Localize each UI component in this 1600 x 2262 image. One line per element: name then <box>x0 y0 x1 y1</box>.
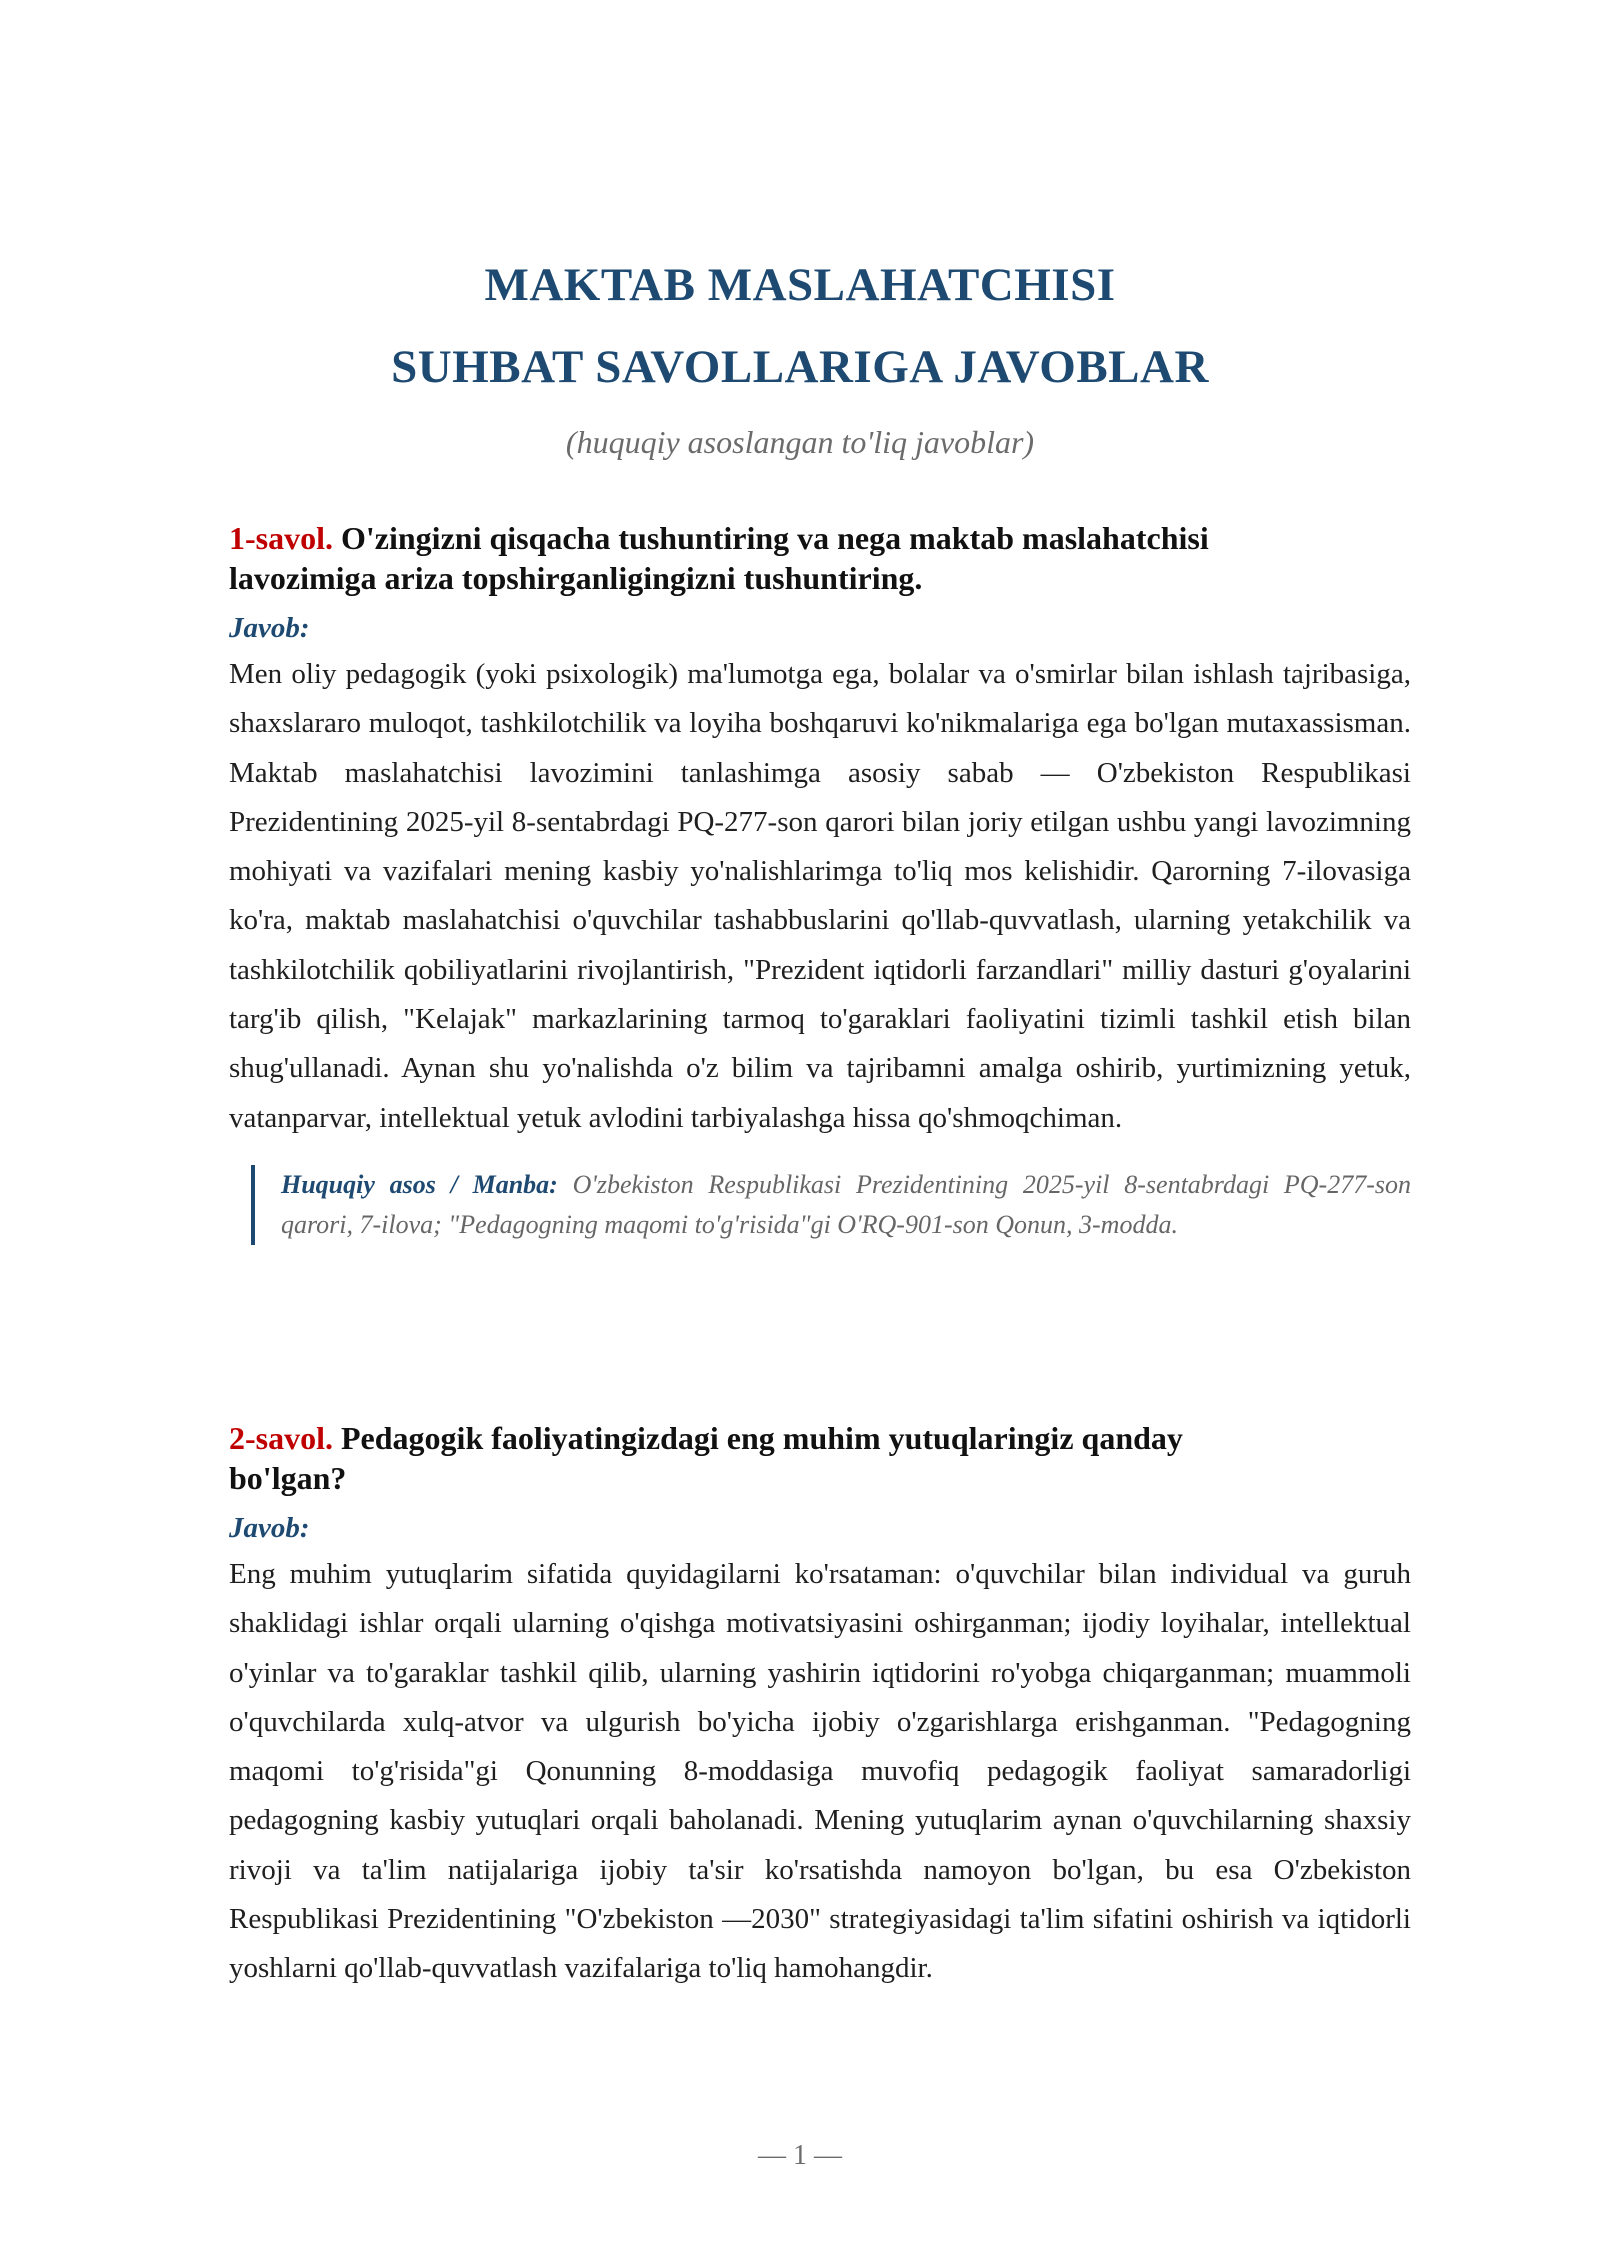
legal-source-quote <box>251 1165 1411 1245</box>
page-number: — 1 — <box>758 2140 842 2171</box>
source-text: O'zbekiston Respublikasi Prezidentining 2025-yil 8-sentabrdagi PQ-277-son qarori, 7-ilova; "Pedagogning maqomi to'g'risida"gi O'RQ-901-son Qonun, 3-modda. <box>281 1169 1411 1239</box>
source-label: Huquqiy asos / Manba: <box>281 1169 558 1199</box>
question-heading <box>229 518 1329 598</box>
document-title-line-1: MAKTAB MASLAHATCHISI <box>484 259 1116 311</box>
question-heading <box>229 1418 1289 1498</box>
answer-text: Eng muhim yutuqlarim sifatida quyidagilarni ko'rsataman: o'quvchilar bilan individual va guruh shaklidagi ishlar orqali ularning o'qishga motivatsiyasini oshirganman; ijodiy loyihalar, intellektual o'yinlar va to'garaklar tashkil qilib, ularning yashirin iqtidorini ro'yobga chiqarganman; muammoli o'quvchilarda xulq-atvor va ulgurish bo'yicha ijobiy o'zgarishlarga erishganman. "Pedagogning maqomi to'g'risida"gi Qonunning 8-moddasiga muvofiq pedagogik faoliyat samaradorligi pedagogning kasbiy yutuqlari orqali baholanadi. Mening yutuqlarim aynan o'quvchilarning shaxsiy rivoji va ta'lim natijalariga ijobiy ta'sir ko'rsatishda namoyon bo'lgan, bu esa O'zbekiston Respublikasi Prezidentining "O'zbekiston —2030" strategiyasidagi ta'lim sifatini oshirish va iqtidorli yoshlarni qo'llab-quvvatlash vazifalariga to'liq hamohangdir. <box>229 1558 1411 1985</box>
document-title-line-2: SUHBAT SAVOLLARIGA JAVOBLAR <box>391 341 1209 393</box>
question-number: 2-savol. <box>229 1420 333 1456</box>
question-text: O'zingizni qisqacha tushuntiring va nega maktab maslahatchisi lavozimiga ariza topshirganligingizni tushuntiring. <box>229 520 1209 596</box>
answer-label: Javob: <box>229 1512 310 1544</box>
answer-text: Men oliy pedagogik (yoki psixologik) ma'lumotga ega, bolalar va o'smirlar bilan ishlash tajribasiga, shaxslararo muloqot, tashkilotchilik va loyiha boshqaruvi ko'nikmalariga ega bo'lgan mutaxassisman. Maktab maslahatchisi lavozimini tanlashimga asosiy sabab — O'zbekiston Respublikasi Prezidentining 2025-yil 8-sentabrdagi PQ-277-son qarori bilan joriy etilgan ushbu yangi lavozimning mohiyati va vazifalari mening kasbiy yo'nalishlarimga to'liq mos kelishidir. Qarorning 7-ilovasiga ko'ra, maktab maslahatchisi o'quvchilar tashabbuslarini qo'llab-quvvatlash, ularning yetakchilik va tashkilotchilik qobiliyatlarini rivojlantirish, "Prezident iqtidorli farzandlari" milliy dasturi g'oyalarini targ'ib qilish, "Kelajak" markazlarining tarmoq to'garaklari faoliyatini tizimli tashkil etish bilan shug'ullanadi. Aynan shu yo'nalishda o'z bilim va tajribamni amalga oshirib, yurtimizning yetuk, vatanparvar, intellektual yetuk avlodini tarbiyalashga hissa qo'shmoqchiman. <box>229 658 1411 1134</box>
question-text: Pedagogik faoliyatingizdagi eng muhim yutuqlaringiz qanday bo'lgan? <box>229 1420 1183 1496</box>
document-subtitle: (huquqiy asoslangan to'liq javoblar) <box>565 424 1035 460</box>
question-number: 1-savol. <box>229 520 333 556</box>
answer-label: Javob: <box>229 612 310 644</box>
question-block-2 <box>229 1418 1411 1994</box>
question-block-1 <box>229 518 1411 1245</box>
